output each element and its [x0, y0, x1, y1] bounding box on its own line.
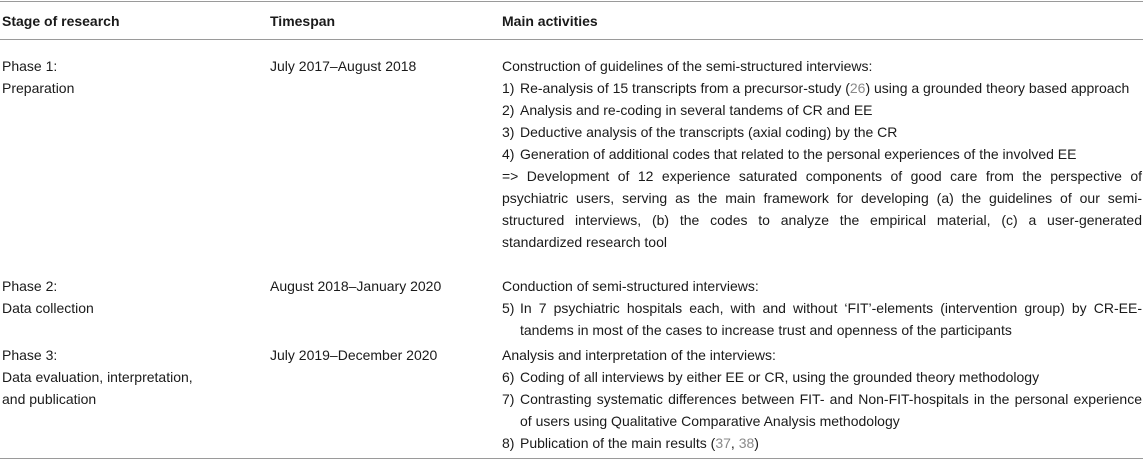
table-row-3-timespan: July 2019–December 2020	[270, 347, 438, 363]
list-item: 5) In 7 psychiatric hospitals each, with and without ‘FIT’-elements (intervention group) by CR-EE-tandems in most of the cases to increase trust and openness of the participants	[502, 300, 1142, 338]
activities-list	[502, 366, 1142, 454]
citation-link[interactable]: 38	[738, 435, 755, 451]
activities-intro: Conduction of semi-structured interviews:	[502, 278, 759, 294]
table-row-2-timespan: August 2018–January 2020	[270, 278, 442, 294]
activities-outro: => Development of 12 experience saturated components of good care from the perspective of psychiatric users, serving as the main framework for developing (a) the guidelines of our semi-structured interviews, (b) the codes to analyze the empirical material, (c) a user-generated standardized research tool	[502, 168, 1142, 250]
table-row-2-stage: Phase 2: Data collection	[2, 278, 94, 316]
list-item: 1) Re-analysis of 15 transcripts from a precursor-study (26) using a grounded theory based approach	[502, 80, 1130, 96]
list-item: 6) Coding of all interviews by either EE or CR, using the grounded theory methodology	[502, 369, 1040, 385]
table-row-3-activities	[502, 344, 1142, 454]
table-top-rule	[0, 1, 1143, 2]
table-row-2-activities	[502, 275, 1142, 341]
activities-list	[502, 297, 1142, 341]
list-item: 7) Contrasting systematic differences between FIT- and Non-FIT-hospitals in the personal experience of users using Qualitative Comparative Analysis methodology	[502, 391, 1142, 429]
table-row-1-activities	[502, 55, 1142, 253]
citation-link[interactable]: 26	[849, 80, 866, 96]
list-item: 4) Generation of additional codes that related to the personal experiences of the involved EE	[502, 146, 1077, 162]
table-row-3-stage: Phase 3: Data evaluation, interpretation, and publication	[2, 347, 193, 407]
header-activities: Main activities	[502, 13, 598, 29]
table-header-rule	[0, 39, 1143, 40]
list-item: 2) Analysis and re-coding in several tandems of CR and EE	[502, 102, 873, 118]
header-timespan: Timespan	[270, 13, 336, 29]
activities-intro: Analysis and interpretation of the interviews:	[502, 347, 776, 363]
activities-intro: Construction of guidelines of the semi-structured interviews:	[502, 58, 873, 74]
activities-list	[502, 77, 1142, 165]
table-bottom-rule	[0, 458, 1143, 459]
list-item: 3) Deductive analysis of the transcripts (axial coding) by the CR	[502, 124, 898, 140]
table-row-1-stage: Phase 1: Preparation	[2, 58, 75, 96]
table-row-1-timespan: July 2017–August 2018	[270, 58, 417, 74]
list-item: 8) Publication of the main results (37, 38)	[502, 435, 759, 451]
header-stage: Stage of research	[2, 13, 120, 29]
citation-link[interactable]: 37	[715, 435, 731, 451]
